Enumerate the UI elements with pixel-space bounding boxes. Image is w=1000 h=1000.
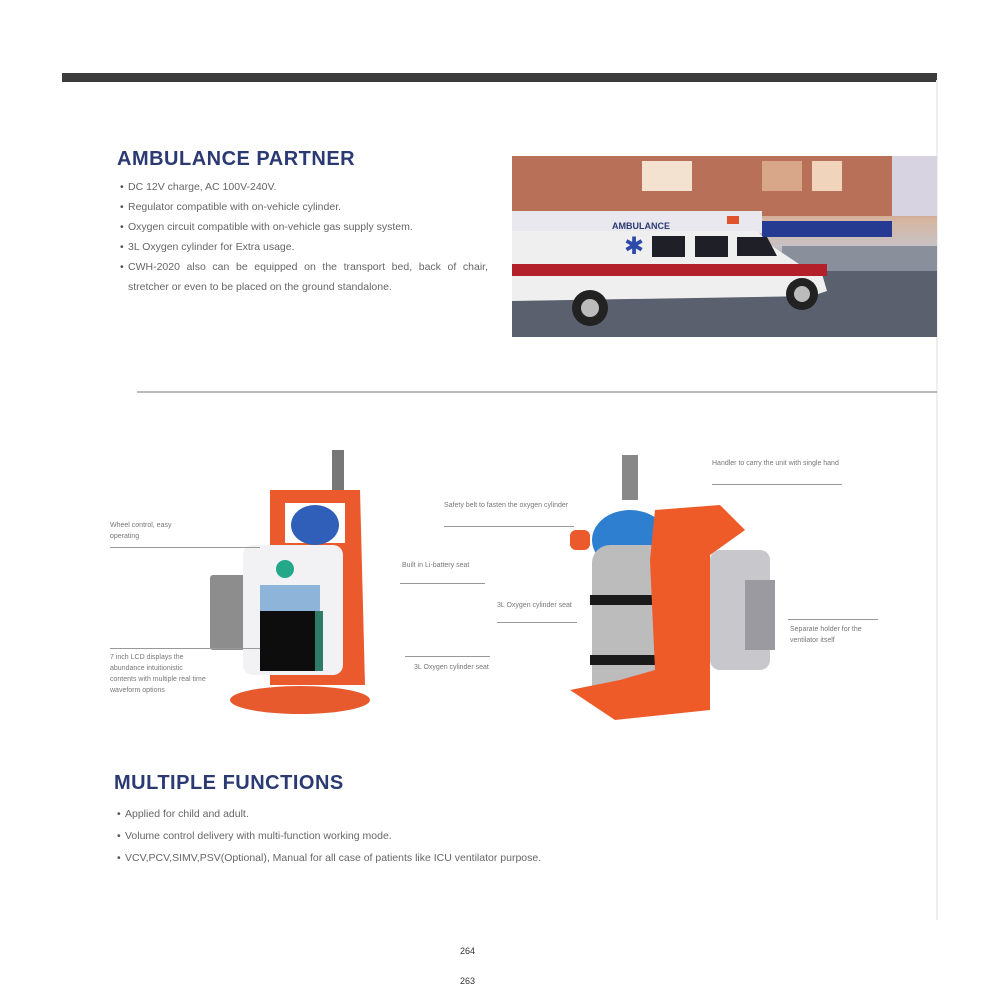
callout-cylinder-seat-left: 3L Oxygen cylinder seat [414,664,489,671]
leader-line [497,622,577,623]
page-number: 264 [460,946,476,956]
callout-battery: Built in Li-battery seat [402,562,470,569]
list-item: • 3L Oxygen cylinder for Extra usage. [120,237,490,257]
section-title-multiple-functions: MULTIPLE FUNCTIONS [114,772,344,794]
svg-text:AMBULANCE: AMBULANCE [612,221,670,231]
svg-text:✱: ✱ [624,233,645,260]
ambulance-photo [512,156,937,337]
leader-line [110,648,260,649]
list-item: • Oxygen circuit compatible with on-vehicle gas supply system. [120,217,488,237]
ventilator-side-image [560,450,790,740]
list-item: • Applied for child and adult. [117,803,817,825]
top-rule [62,73,937,82]
callout-lcd: 7 inch LCD displays the abundance intuitionistic contents with multiple real time waveform options [110,654,206,694]
callout-separate-holder: Separate holder for the ventilator itself [790,626,862,644]
list-item: • DC 12V charge, AC 100V-240V. [120,177,490,197]
callout-handler: Handler to carry the unit with single hand [712,460,839,467]
leader-line [712,484,842,485]
ambulance-partner-list [120,177,490,297]
section-title-ambulance-partner: AMBULANCE PARTNER [117,148,356,170]
list-item: • VCV,PCV,SIMV,PSV(Optional), Manual for all case of patients like ICU ventilator purpose. [117,847,817,869]
list-item: • Regulator compatible with on-vehicle cylinder. [120,197,490,217]
leader-line [110,547,260,548]
callout-cylinder-seat-right: 3L Oxygen cylinder seat [497,602,572,609]
leader-line [400,583,485,584]
callout-safety-belt: Safety belt to fasten the oxygen cylinder [444,502,569,509]
page-number: 263 [460,976,476,986]
leader-line [788,619,878,620]
ventilator-front-image [205,445,395,720]
multiple-functions-list [117,803,817,869]
list-item: • Volume control delivery with multi-function working mode. [117,825,817,847]
callout-wheel-control: Wheel control, easy operating [110,522,172,540]
leader-line [405,656,490,657]
leader-line [444,526,574,527]
section-divider [137,391,937,393]
list-item: • CWH-2020 also can be equipped on the transport bed, back of chair, stretcher or even to be placed on the ground standalone. [120,257,488,297]
